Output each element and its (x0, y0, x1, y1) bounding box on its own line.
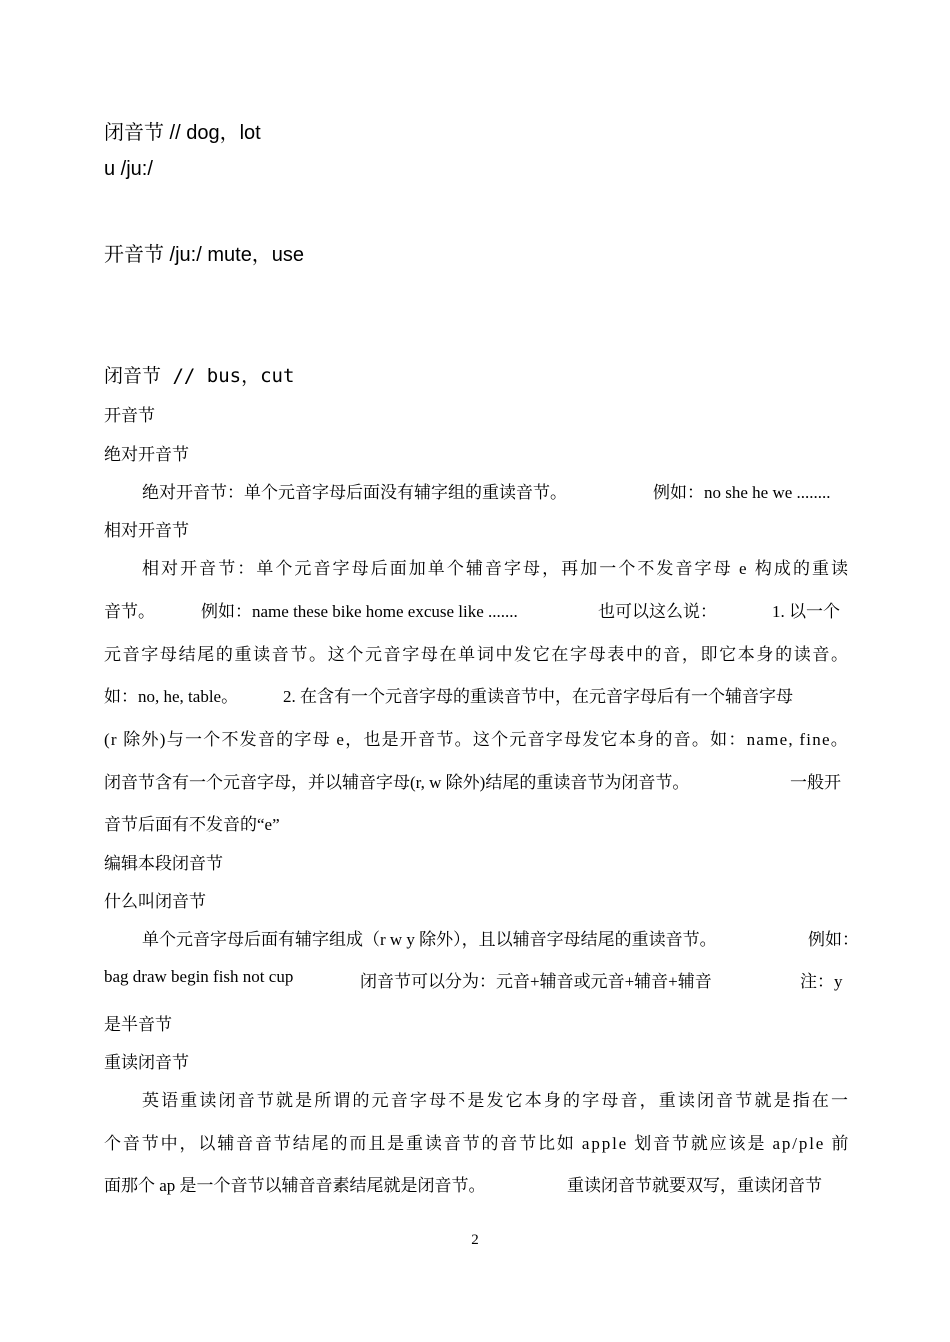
paragraph-relative-open-4b: 2. 在含有一个元音字母的重读音节中，在元音字母后有一个辅音字母 (283, 687, 793, 706)
page-number: 2 (471, 1232, 479, 1248)
paragraph-relative-open-2c: 也可以这么说： (598, 602, 717, 621)
paragraph-closed-2a: bag draw begin fish not cup (104, 967, 294, 986)
paragraph-closed-def: 闭音节含有一个元音字母，并以辅音字母(r, w 除外)结尾的重读音节为闭音节。 (104, 773, 690, 792)
paragraph-relative-open-2b: 例如：name these bike home excuse like ....... (201, 602, 518, 621)
heading-what-closed: 什么叫闭音节 (104, 892, 206, 911)
heading-stressed-closed: 重读闭音节 (104, 1053, 189, 1072)
paragraph-relative-open-1: 相对开音节：单个元音字母后面加单个辅音字母，再加一个不发音字母 e 构成的重读 (142, 559, 851, 578)
paragraph-relative-open-3: 元音字母结尾的重读音节。这个元音字母在单词中发它在字母表中的音，即它本身的读音。 (104, 645, 850, 664)
line-closed-syllable-o: 闭音节 // dog，lot (104, 122, 261, 144)
paragraph-absolute-open: 绝对开音节：单个元音字母后面没有辅字组的重读音节。 (142, 483, 567, 502)
paragraph-closed-1b: 例如： (808, 930, 859, 949)
paragraph-closed-2b: 闭音节可以分为：元音+辅音或元音+辅音+辅音 (360, 972, 712, 991)
paragraph-relative-open-2a: 音节。 (104, 602, 155, 621)
paragraph-relative-open-4a: 如：no, he, table。 (104, 687, 239, 706)
heading-relative-open: 相对开音节 (104, 521, 189, 540)
heading-edit-closed: 编辑本段闭音节 (104, 854, 223, 873)
paragraph-closed-2c: 注：y (800, 972, 843, 991)
example-absolute-open: 例如：no she he we ........ (653, 483, 831, 502)
paragraph-relative-open-2d: 1. 以一个 (772, 602, 840, 621)
paragraph-closed-1a: 单个元音字母后面有辅字组成（r w y 除外），且以辅音字母结尾的重读音节。 (142, 930, 717, 949)
paragraph-closed-3: 是半音节 (104, 1015, 172, 1034)
paragraph-stressed-3b: 重读闭音节就要双写，重读闭音节 (567, 1176, 822, 1195)
paragraph-closed-def-2: 音节后面有不发音的“e” (104, 815, 280, 834)
heading-absolute-open: 绝对开音节 (104, 445, 189, 464)
paragraph-stressed-1: 英语重读闭音节就是所谓的元音字母不是发它本身的字母音，重读闭音节就是指在一 (142, 1091, 851, 1110)
heading-open-syllable: 开音节 (104, 406, 155, 425)
line-u-sound: u /ju:/ (104, 158, 153, 180)
paragraph-stressed-2: 个音节中，以辅音音节结尾的而且是重读音节的音节比如 apple 划音节就应该是 ap/ple 前 (104, 1134, 851, 1153)
paragraph-closed-def-b: 一般开 (790, 773, 841, 792)
paragraph-relative-open-5: (r 除外)与一个不发音的字母 e，也是开音节。这个元音字母发它本身的音。如：name, fine。 (104, 730, 850, 749)
line-open-syllable-u: 开音节 /ju:/ mute，use (104, 244, 305, 266)
line-closed-syllable-u: 闭音节 // bus，cut (104, 365, 295, 387)
paragraph-stressed-3a: 面那个 ap 是一个音节以辅音音素结尾就是闭音节。 (104, 1176, 486, 1195)
